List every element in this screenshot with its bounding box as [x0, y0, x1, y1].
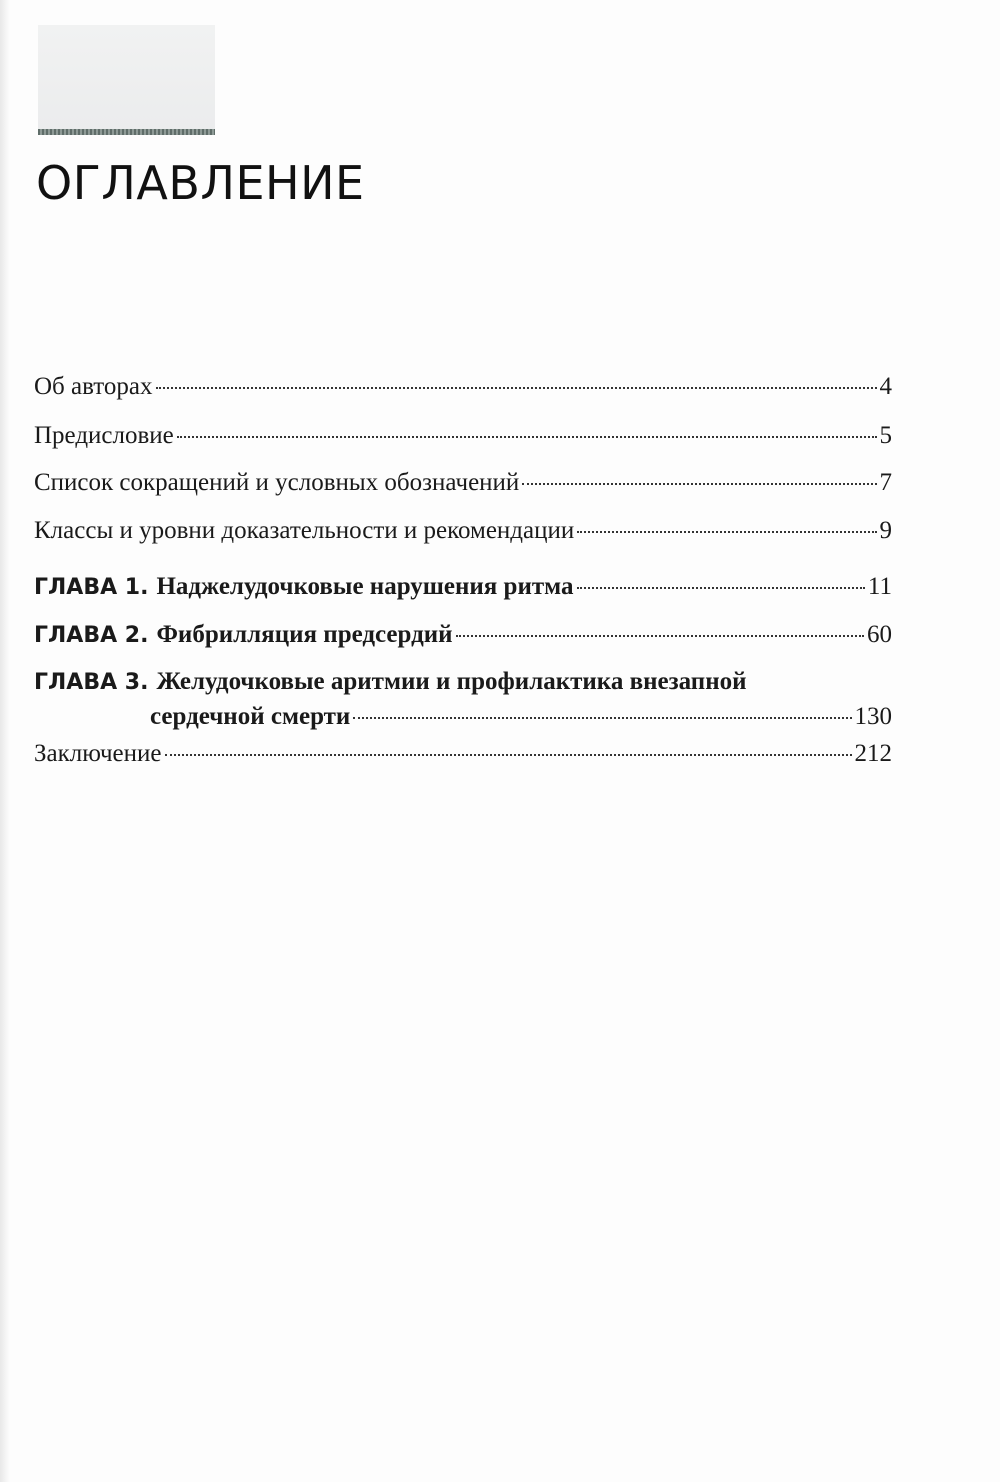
toc-entry-chapter-2[interactable]: [34, 620, 892, 651]
toc-entry-preface[interactable]: [34, 421, 892, 451]
toc-entry-label: Заключение: [34, 740, 162, 767]
toc-entry-chapter-1[interactable]: [34, 572, 892, 603]
toc-page-number: 9: [879, 517, 892, 544]
dot-leader: [456, 635, 864, 637]
toc-entry-label: Классы и уровни доказательности и рекомендации: [34, 517, 575, 544]
chapter-number: ГЛАВА 3.: [34, 670, 149, 695]
toc-page-number: 5: [879, 422, 892, 449]
toc-page-number: 4: [879, 373, 892, 400]
toc-page-number: 130: [854, 703, 892, 730]
toc-entry-label: Список сокращений и условных обозначений: [34, 469, 520, 496]
chapter-number: ГЛАВА 2.: [34, 623, 149, 648]
page-title: ОГЛАВЛЕНИЕ: [36, 156, 365, 210]
toc-entry-label: Предисловие: [34, 422, 174, 449]
dot-leader: [177, 436, 877, 438]
dot-leader: [165, 754, 852, 756]
toc-page-number: 60: [867, 621, 892, 648]
toc-entry-chapter-3[interactable]: [34, 667, 892, 732]
toc-entry-conclusion[interactable]: [34, 739, 892, 769]
toc-page-number: 11: [867, 573, 892, 600]
dot-leader: [353, 717, 851, 719]
chapter-title: Желудочковые аритмии и профилактика внезапной: [156, 668, 747, 695]
chapter-title-continued: сердечной смерти: [150, 703, 351, 730]
toc-entry-abbreviations[interactable]: [34, 468, 892, 498]
dot-leader: [577, 531, 876, 533]
chapter-title-line-2: [34, 702, 892, 732]
toc-entry-label: Об авторах: [34, 373, 153, 400]
chapter-number: ГЛАВА 1.: [34, 575, 149, 600]
toc-entry-evidence-classes[interactable]: [34, 516, 892, 546]
toc-page-number: 212: [854, 740, 892, 767]
header-decor-rule: [38, 129, 215, 135]
chapter-title-line-1: [34, 667, 892, 698]
dot-leader: [156, 387, 877, 389]
dot-leader: [522, 483, 876, 485]
chapter-title: Наджелудочковые нарушения ритма: [156, 573, 574, 600]
chapter-title: Фибрилляция предсердий: [156, 621, 453, 648]
toc-entry-about-authors[interactable]: [34, 372, 892, 402]
toc-page-number: 7: [879, 469, 892, 496]
dot-leader: [577, 587, 865, 589]
header-decor-block: [38, 25, 215, 129]
page-edge-shadow: [0, 0, 10, 1482]
